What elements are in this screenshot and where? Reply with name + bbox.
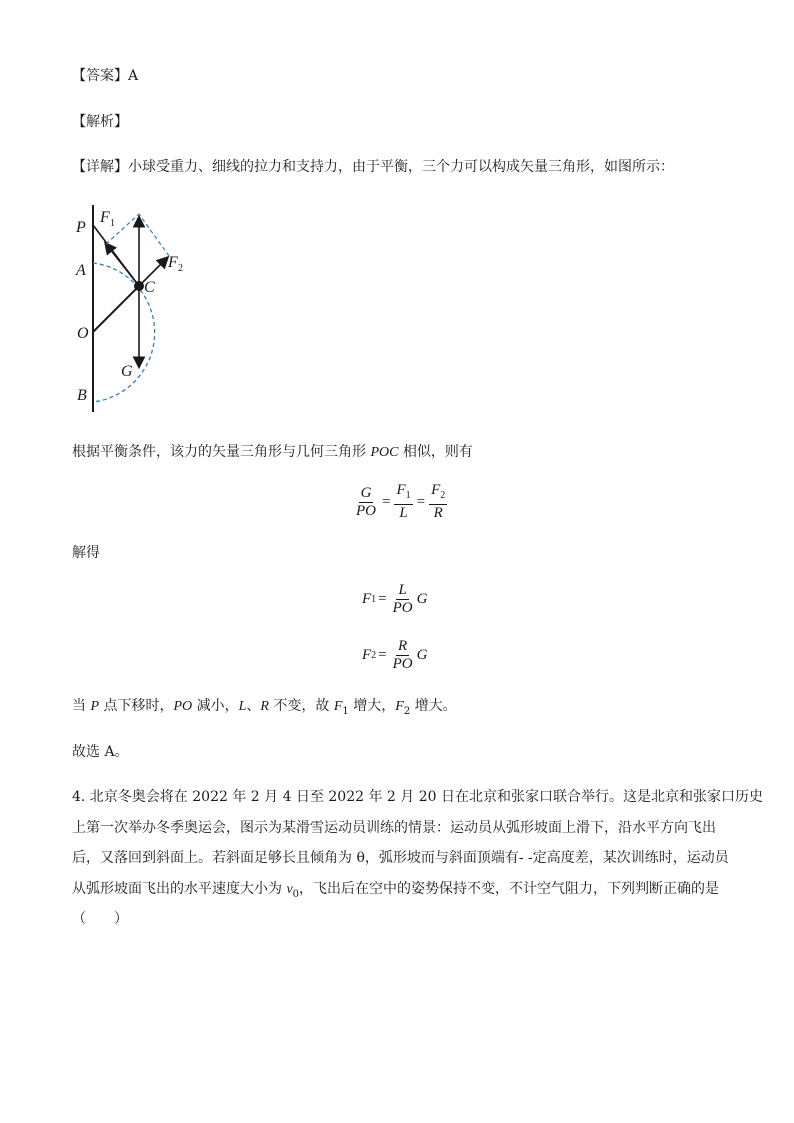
q4-v0: v — [286, 882, 293, 897]
answer-tag: 【答案】 — [72, 68, 128, 84]
answer-value: A — [128, 68, 139, 84]
c-po: PO — [173, 699, 193, 714]
c-f1: F — [333, 699, 343, 714]
frac2-num-sub: 1 — [405, 490, 411, 501]
c-t3: 减小， — [192, 698, 239, 714]
frac3-num-sub: 2 — [440, 490, 446, 501]
condition-prefix: 根据平衡条件，该力的矢量三角形与几何三角形 — [72, 444, 371, 460]
condition-triangle: POC — [370, 445, 399, 460]
eq2-den: PO — [392, 600, 413, 616]
q4-line1 — [72, 787, 763, 807]
frac-f1-l — [394, 482, 412, 522]
condition-line — [72, 442, 473, 463]
c-r: R — [260, 699, 269, 714]
frac-l-po — [391, 582, 415, 617]
eq3-lhs: F — [362, 647, 372, 663]
eq2-op: = — [378, 591, 387, 607]
c-t5: 不变，故 — [268, 698, 334, 714]
label-g: G — [121, 363, 133, 380]
c-t4: 、 — [246, 698, 261, 714]
frac3-den: R — [433, 505, 443, 521]
f1-arrow — [106, 244, 139, 286]
eq2-lhs: F — [362, 591, 372, 607]
solve-text: 解得 — [72, 545, 100, 561]
frac-f2-r — [429, 482, 447, 522]
q4-line4 — [72, 879, 719, 905]
q4-v0-sub: 0 — [292, 888, 300, 900]
equation-f1 — [362, 582, 427, 617]
choice-line — [72, 742, 129, 762]
analysis-tag: 【解析】 — [72, 114, 128, 130]
equation-f2 — [362, 638, 427, 673]
detail-text: 小球受重力、细线的拉力和支持力，由于平衡，三个力可以构成矢量三角形，如图所示： — [128, 159, 674, 175]
c-f1-sub: 1 — [342, 705, 349, 717]
eq1-op2: = — [416, 493, 426, 510]
c-f2: F — [395, 699, 404, 714]
detail-tag: 【详解】 — [72, 159, 128, 175]
equation-similarity — [352, 482, 449, 522]
label-f1-sub: 1 — [110, 218, 115, 229]
conclusion-line — [72, 696, 457, 722]
solve-line — [72, 543, 100, 563]
q4-line4a-text: 从弧形坡面飞出的水平速度大小为 — [72, 881, 287, 897]
frac-g-po — [354, 485, 378, 520]
eq3-lhs-sub: 2 — [371, 650, 377, 661]
frac2-num: F — [396, 482, 406, 498]
eq3-rhs: G — [416, 647, 428, 663]
q4-line2-text: 上第一次举办冬季奥运会，图示为某滑雪运动员训练的情景：运动员从弧形坡面上滑下，沿水平方向飞出 — [72, 820, 716, 836]
c-t7: 增大。 — [410, 698, 457, 714]
frac1-num: G — [360, 484, 372, 501]
rod-oc — [93, 286, 139, 332]
c-t1: 当 — [72, 698, 91, 714]
q4-line4b-text: ，飞出后在空中的姿势保持不变，不计空气阻力，下列判断正确的是 — [299, 881, 720, 897]
c-p: P — [90, 699, 100, 714]
c-l: L — [238, 699, 247, 714]
q4-line1-text: 4. 北京冬奥会将在 2022 年 2 月 4 日至 2022 年 2 月 20 日在北京和张家口联合举行。这是北京和张家口历史 — [72, 789, 764, 805]
choice-text: 故选 A。 — [72, 744, 129, 760]
q4-line3-text: 后，又落回到斜面上。若斜面足够长且倾角为 θ，弧形坡而与斜面顶端有- -定高度差，某次训练时，运动员 — [72, 850, 729, 866]
q4-line5 — [72, 909, 128, 929]
label-f1: F — [100, 209, 110, 226]
q4-line3 — [72, 848, 729, 868]
frac-r-po — [391, 638, 415, 673]
label-a: A — [76, 262, 86, 279]
eq3-op: = — [378, 647, 387, 663]
c-t6: 增大， — [348, 698, 396, 714]
condition-suffix: 相似，则有 — [398, 444, 473, 460]
label-o: O — [77, 325, 89, 342]
dash-f2-top — [139, 214, 169, 256]
q4-line2 — [72, 818, 716, 838]
frac3-num: F — [431, 482, 441, 498]
force-diagram — [70, 200, 200, 420]
ball-c — [134, 281, 144, 291]
label-p: P — [76, 219, 86, 236]
label-f2-sub: 2 — [178, 263, 183, 274]
eq3-num: R — [398, 638, 408, 654]
label-c: C — [144, 279, 155, 296]
c-f2-sub: 2 — [403, 705, 411, 717]
analysis-heading — [72, 112, 128, 132]
label-b: B — [77, 387, 87, 404]
label-f2: F — [168, 254, 178, 271]
eq2-num: L — [398, 582, 407, 598]
detail-line — [72, 157, 674, 177]
c-t2: 点下移时， — [99, 698, 174, 714]
eq2-rhs: G — [416, 591, 428, 607]
q4-options-placeholder: （ ） — [72, 911, 128, 927]
frac2-den: L — [399, 505, 408, 521]
eq2-lhs-sub: 1 — [371, 594, 377, 605]
eq1-op1: = — [382, 493, 391, 510]
eq3-den: PO — [392, 656, 413, 672]
answer-line — [72, 66, 138, 86]
frac1-den: PO — [356, 502, 376, 519]
